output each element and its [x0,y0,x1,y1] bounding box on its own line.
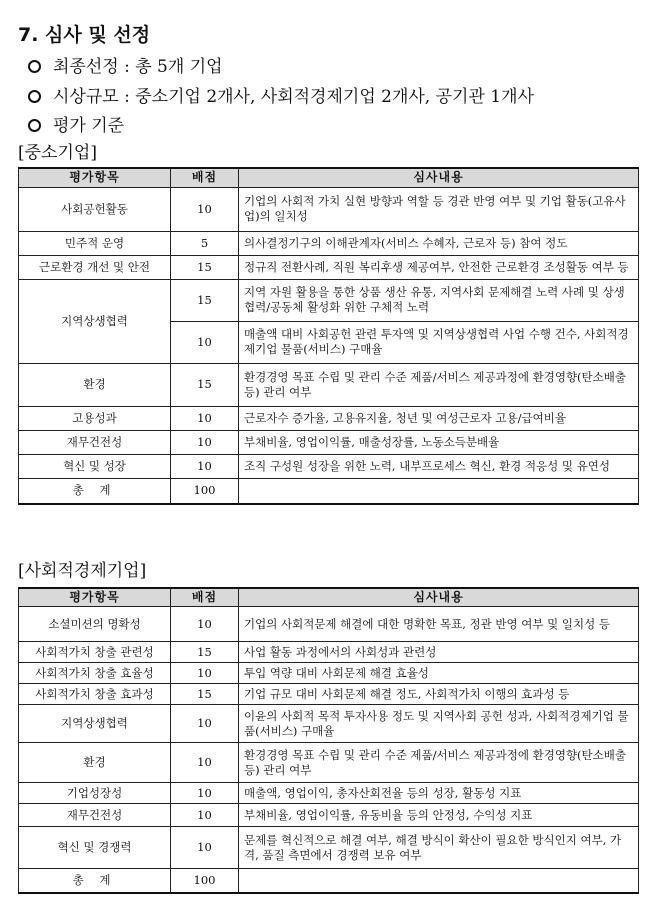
row-desc: 환경경영 목표 수립 및 관리 수준 제품/서비스 제공과정에 환경영향(탄소배출 등) 관리 여부 [239,743,639,783]
table-row [19,804,639,827]
total-score: 100 [171,869,239,893]
row-desc: 부채비율, 영업이익률, 매출성장률, 노동소득분배율 [239,430,639,454]
row-item: 사회적가치 창출 관련성 [19,642,171,663]
row-desc: 투입 역량 대비 사회문제 해결 효율성 [239,663,639,684]
row-score: 10 [171,430,239,454]
table-total-row [19,478,639,504]
row-score: 10 [171,783,239,804]
row-desc: 사업 활동 과정에서의 사회성과 관련성 [239,642,639,663]
row-score: 10 [171,827,239,869]
row-item: 기업성장성 [19,783,171,804]
row-desc: 매출액 대비 사회공헌 관련 투자액 및 지역상생협력 사업 수행 건수, 사회적경제기업 물품(서비스) 구매율 [239,321,639,363]
row-score: 15 [171,642,239,663]
header-item: 평가항목 [19,168,171,187]
table-row [19,705,639,743]
row-score: 10 [171,607,239,642]
row-item: 소셜미션의 명확성 [19,607,171,642]
row-item: 사회공헌활동 [19,187,171,231]
row-item: 사회적가치 창출 효율성 [19,663,171,684]
table-row [19,279,639,321]
circle-bullet-icon [28,119,41,132]
row-item: 고용성과 [19,406,171,430]
row-score: 10 [171,406,239,430]
row-score: 5 [171,231,239,255]
row-score: 10 [171,663,239,684]
header-desc: 심사내용 [239,588,639,607]
total-label: 총 계 [19,478,171,504]
row-desc: 기업의 사회적문제 해결에 대한 명확한 목표, 정관 반영 여부 및 일치성 등 [239,607,639,642]
header-score: 배점 [171,588,239,607]
row-item: 사회적가치 창출 효과성 [19,684,171,705]
bullet-text: 시상규모 : 중소기업 2개사, 사회적경제기업 2개사, 공기관 1개사 [53,87,534,107]
row-desc: 환경경영 목표 수립 및 관리 수준 제품/서비스 제공과정에 환경영향(탄소배출 등) 관리 여부 [239,363,639,406]
header-item: 평가항목 [19,588,171,607]
row-item: 지역상생협력 [19,279,171,363]
row-desc: 조직 구성원 성장을 위한 노력, 내부프로세스 혁신, 환경 적응성 및 유연성 [239,454,639,478]
sme-table-label: [중소기업] [18,143,97,163]
bullet-award-scale [28,82,534,107]
table-row [19,783,639,804]
total-desc-empty [239,478,639,504]
table-row [19,363,639,406]
total-desc-empty [239,869,639,893]
bullet-final-selection [28,52,223,77]
table-header-row [19,168,639,187]
row-desc: 기업 규모 대비 사회문제 해결 정도, 사회적가치 이행의 효과성 등 [239,684,639,705]
row-score: 15 [171,279,239,321]
row-score: 10 [171,187,239,231]
row-score: 10 [171,454,239,478]
row-score: 10 [171,804,239,827]
row-item: 민주적 운영 [19,231,171,255]
row-item: 지역상생협력 [19,705,171,743]
table-row [19,743,639,783]
row-item: 환경 [19,743,171,783]
row-item: 재무건전성 [19,804,171,827]
table-row [19,255,639,279]
table-row [19,684,639,705]
table-row [19,663,639,684]
total-label: 총 계 [19,869,171,893]
row-desc: 의사결정기구의 이해관계자(서비스 수혜자, 근로자 등) 참여 정도 [239,231,639,255]
social-criteria-table [18,587,639,894]
bullet-text: 평가 기준 [53,116,125,136]
row-desc: 정규직 전환사례, 직원 복리후생 제공여부, 안전한 근로환경 조성활동 여부 등 [239,255,639,279]
header-score: 배점 [171,168,239,187]
table-total-row [19,869,639,893]
bullet-criteria [28,111,124,136]
table-row [19,187,639,231]
sme-criteria-table [18,167,639,505]
table-header-row [19,588,639,607]
row-item: 환경 [19,363,171,406]
row-item: 근로환경 개선 및 안전 [19,255,171,279]
row-score: 15 [171,363,239,406]
row-score: 15 [171,684,239,705]
row-desc: 이윤의 사회적 목적 투자사용 정도 및 지역사회 공헌 성과, 사회적경제기업 물품(서비스) 구매율 [239,705,639,743]
table-row [19,406,639,430]
row-score: 10 [171,321,239,363]
row-item: 혁신 및 성장 [19,454,171,478]
table-row [19,454,639,478]
row-desc: 지역 자원 활용을 통한 상품 생산 유통, 지역사회 문제해결 노력 사례 및 상생협력/공동체 활성화 위한 구체적 노력 [239,279,639,321]
circle-bullet-icon [28,90,41,103]
row-item: 재무건전성 [19,430,171,454]
table-row [19,827,639,869]
table-row [19,231,639,255]
row-desc: 기업의 사회적 가치 실현 방향과 역할 등 경관 반영 여부 및 기업 활동(고유사업)의 일치성 [239,187,639,231]
row-desc: 근로자수 증가율, 고용유지율, 청년 및 여성근로자 고용/급여비율 [239,406,639,430]
row-score: 10 [171,705,239,743]
bullet-text: 최종선정 : 총 5개 기업 [53,57,223,77]
table-row [19,607,639,642]
row-score: 15 [171,255,239,279]
header-desc: 심사내용 [239,168,639,187]
circle-bullet-icon [28,60,41,73]
total-score: 100 [171,478,239,504]
row-desc: 문제를 혁신적으로 해결 여부, 해결 방식이 확산이 필요한 방식인지 여부, 가격, 품질 측면에서 경쟁력 보유 여부 [239,827,639,869]
row-item: 혁신 및 경쟁력 [19,827,171,869]
row-desc: 매출액, 영업이익, 총자산회전율 등의 성장, 활동성 지표 [239,783,639,804]
row-desc: 부채비율, 영업이익률, 유동비율 등의 안정성, 수익성 지표 [239,804,639,827]
social-table-label: [사회적경제기업] [18,561,147,581]
row-score: 10 [171,743,239,783]
table-row [19,430,639,454]
section-title: 7. 심사 및 선정 [18,24,151,46]
table-row [19,642,639,663]
